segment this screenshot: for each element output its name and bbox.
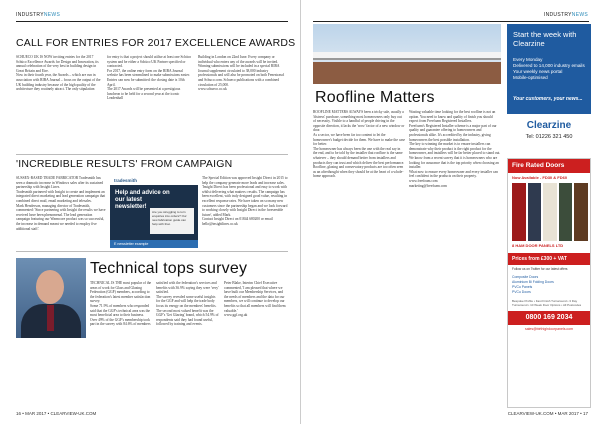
door-gallery xyxy=(512,183,588,241)
section-divider xyxy=(16,154,288,155)
clearzine-headline: Start the week with Clearzine xyxy=(513,30,577,48)
doors-price: Prices from £300 + VAT xyxy=(508,253,590,265)
doors-feature: PVCu Panels xyxy=(512,285,533,289)
clearzine-logo-panel xyxy=(507,114,591,154)
mailer-headline: Help and advice on our latest newsletter! xyxy=(115,190,170,210)
clearzine-ad[interactable] xyxy=(507,24,591,154)
clearzine-tagline: Your customers, your news... xyxy=(513,96,583,102)
doors-features xyxy=(512,275,588,295)
tops-col-1: TECHNICAL IS THE most popular of the areas of work for Glass and Glazing Federation (GGF) members, according to the federation's latest member satisfaction survey. Some 71.9% of members who responded said that the GGF's technical area was the most beneficial area to their business. Over 49% of the GGF's membership took part in the survey with 84.6% of members xyxy=(90,281,152,327)
door-blue xyxy=(528,183,542,241)
doors-email[interactable]: sales@birthighdoorpanels.com xyxy=(524,327,574,331)
right-footer: CLEARVIEW-UK.COM • MAR 2017 • 17 xyxy=(507,411,588,416)
incredible-col-3: The Special Edition was approved Insight Direct in 2015 to help the company generate more leads and increase sales. 'Insight Direct has been professional and easy to work with whilst delivering what matters: results. The campaign has been excellent, with truly designed good value, resulting in excellent response rates. We have taken on so many new customers since the partnership began and we look forward to working closely with Insight Direct in the foreseeable future', added Mark. Contact Insight Direct on 01844 680200 or email hello@insightlines.co.uk xyxy=(202,176,288,226)
portrait-tie xyxy=(47,305,54,331)
doors-feature: PVCu Doors xyxy=(512,290,531,294)
roofline-headline: Roofline Matters xyxy=(315,89,435,106)
clearzine-phone: Tel: 01226 321 450 xyxy=(525,134,573,140)
excellence-col-2: for entry is that a project should utilise at least one Schüco system and be either a Schüco UK Partner specified or contracted. For 2017, the online entry form on the RIBA Journal website has been streamlined to make submissions easier. Entries can now be submitted: the closing date is 10th April. The 2017 Awards will be presented at a prestigious luncheon to be held for a second year at the iconic Leadenhall xyxy=(107,55,192,101)
portrait-face xyxy=(36,270,64,304)
gutter-board xyxy=(313,52,501,60)
door-green xyxy=(559,183,573,241)
clearzine-logo: Clearzine xyxy=(526,120,572,131)
roofline-col-2: Wasting valuable time looking for the best roofline is not an option. You need to know and quality of finish you should expect from Freefoam Registered Installers. Freefoam's Registered Installer scheme is a major part of our quality and guarantee offering to homeowners and professionals alike. It's accredited by the industry, giving homeowners the best possible installation. The key to winning the market is to ensure installers can demonstrate why their product is the right product for the homeowner, and installers will be far better placed to stand out. We know from a recent survey that it is homeowners who are looking for assurance that is the top priority when choosing an installer. What now to ensure every homeowner and every installer can feel confident in the products on their property. www.freefoam.com marketing@freefoam.com xyxy=(409,110,501,188)
clearzine-bullet: Delivered to 14,000 industry emails xyxy=(513,63,585,68)
section-divider-2 xyxy=(16,251,288,252)
door-oak xyxy=(574,183,588,241)
mailer-caption: E newsletter example xyxy=(110,240,198,248)
doors-brand: 8 HAM DOOR PANELS LTD xyxy=(512,243,564,248)
clearzine-bullets xyxy=(513,57,587,81)
newsletter-image xyxy=(110,176,198,248)
tops-headline: Technical tops survey xyxy=(90,260,248,277)
excellence-headline: CALL FOR ENTRIES FOR 2017 EXCELLENCE AWARDS xyxy=(16,37,296,49)
doors-social: Follow us on Twitter for our latest offers xyxy=(512,267,568,271)
clearzine-bullet: Your weekly news portal xyxy=(513,69,563,74)
right-page xyxy=(300,0,600,424)
door-cream xyxy=(543,183,557,241)
left-section-header: INDUSTRYNEWS xyxy=(16,12,61,18)
peter-blake-photo xyxy=(16,258,86,338)
door-red xyxy=(512,183,526,241)
excellence-col-1: SCHUECO UK IS NOW inviting entries for the 2017 Schüco Excellence Awards for Design and Innovation, its annual celebration of the very best in building design in Great Britain and Eire. Now in their fourth year, the Awards – which are run in association with RIBA Journal – focus on the output of the UK building industry because of the high quality of the architecture they routinely attract. The only stipulation xyxy=(16,55,101,92)
doors-title: Fire Rated Doors xyxy=(508,159,590,173)
incredible-headline: 'INCREDIBLE RESULTS' FROM CAMPAIGN xyxy=(16,158,233,170)
doors-note: Bespoke Profile • Fast Finish Turnaround • 3 Day Turnaround • 10 Week Door Options • All Postcodes xyxy=(512,299,582,307)
doors-subtitle: Now Available - FD30 & FD60 xyxy=(512,175,568,180)
clearzine-bullet: Mobile-optimised xyxy=(513,75,548,80)
fire-doors-ad[interactable] xyxy=(507,158,591,408)
mailer-box: Are you struggling to turn enquiries into orders? Our new fabrication guide can help with that. xyxy=(150,208,194,234)
brick-wall xyxy=(313,62,501,84)
right-header-rule xyxy=(313,21,589,22)
doors-feature: Composite Doors xyxy=(512,275,539,279)
incredible-col-1: SUSSEX-BASED TRADE FABRICATOR Tradesmith has seen a dramatic increase in Windows sales after its sustained partnership with Insight Lines. Tradesmith partnered with Insight to create and implement an integrated direct marketing and lead generation campaign that combined direct mail, email marketing and telesales. Mark Henderson, managing director of Tradesmith, commented: 'Since partnering with Insight the results we have received have been phenomenal. The lead generation campaign featuring our Warmcore product was so successful, the increase in demand meant we needed to employ five additional staff.' xyxy=(16,176,106,231)
tops-col-2: satisfied with the federation's services and benefits with 36.9% saying they were 'very' satisfied. The survey revealed some useful insights for the GGF and will help the trade body focus its energy on the members' benefits. The second most valued benefit was the GGF's 'Get Glazing' brand, which 54.9% of respondents said they had found useful, followed by training and events. xyxy=(156,281,219,327)
roofline-photo xyxy=(313,24,501,84)
clearzine-bullet: Every Monday xyxy=(513,57,543,62)
doors-phone: 0800 169 2034 xyxy=(508,311,590,325)
excellence-col-3: Building in London on 22nd June. Every company or individual who enters any of the awards will be invited. Winning submissions will be included in a special RIBA Journal supplement circulated to 38,000 industry professionals and will also be promoted on both Fenestrasol and Schuco.com. Schueco publications with a combined circulation of 25,000. www.schueco.co.uk xyxy=(198,55,285,92)
tops-col-3: Peter Blake, Interim Chief Executive commented, 'I am pleased that where we have built our Membership Services, and the needs of members and the data for our members, we will continue to develop our benefits so that all members will find them valuable.' www.ggf.org.uk xyxy=(224,281,286,318)
left-header-rule xyxy=(16,21,288,22)
right-section-header: INDUSTRYNEWS xyxy=(543,12,588,18)
roofline-col-1: ROOFLINE MATTERS ALWAYS been a tricky sale, usually a 'distress' purchase, something most homeowners only buy out of necessity. Visible to a handful of people driving in the opposite direction, it lacks the 'wow' factor of a new window or door. As a sector, we have been far too content to let the homeowner's budget decide for them. We have to make the case for better. The homeowner has always been the one with the real say in the end, and to be told by the installer that roofline is the same whatever – they should demand better from installers and products they can trust and which deliver the best performance. Roofline, glazing and conservatory products are too often seen as an afterthought when they should be at the heart of a whole-home approach. xyxy=(313,110,405,179)
doors-feature: Aluminium Bi Folding Doors xyxy=(512,280,554,284)
mailer-brand: tradesmith xyxy=(110,176,198,185)
left-footer: 16 • MAR 2017 • CLEARVIEW-UK.COM xyxy=(16,411,97,416)
